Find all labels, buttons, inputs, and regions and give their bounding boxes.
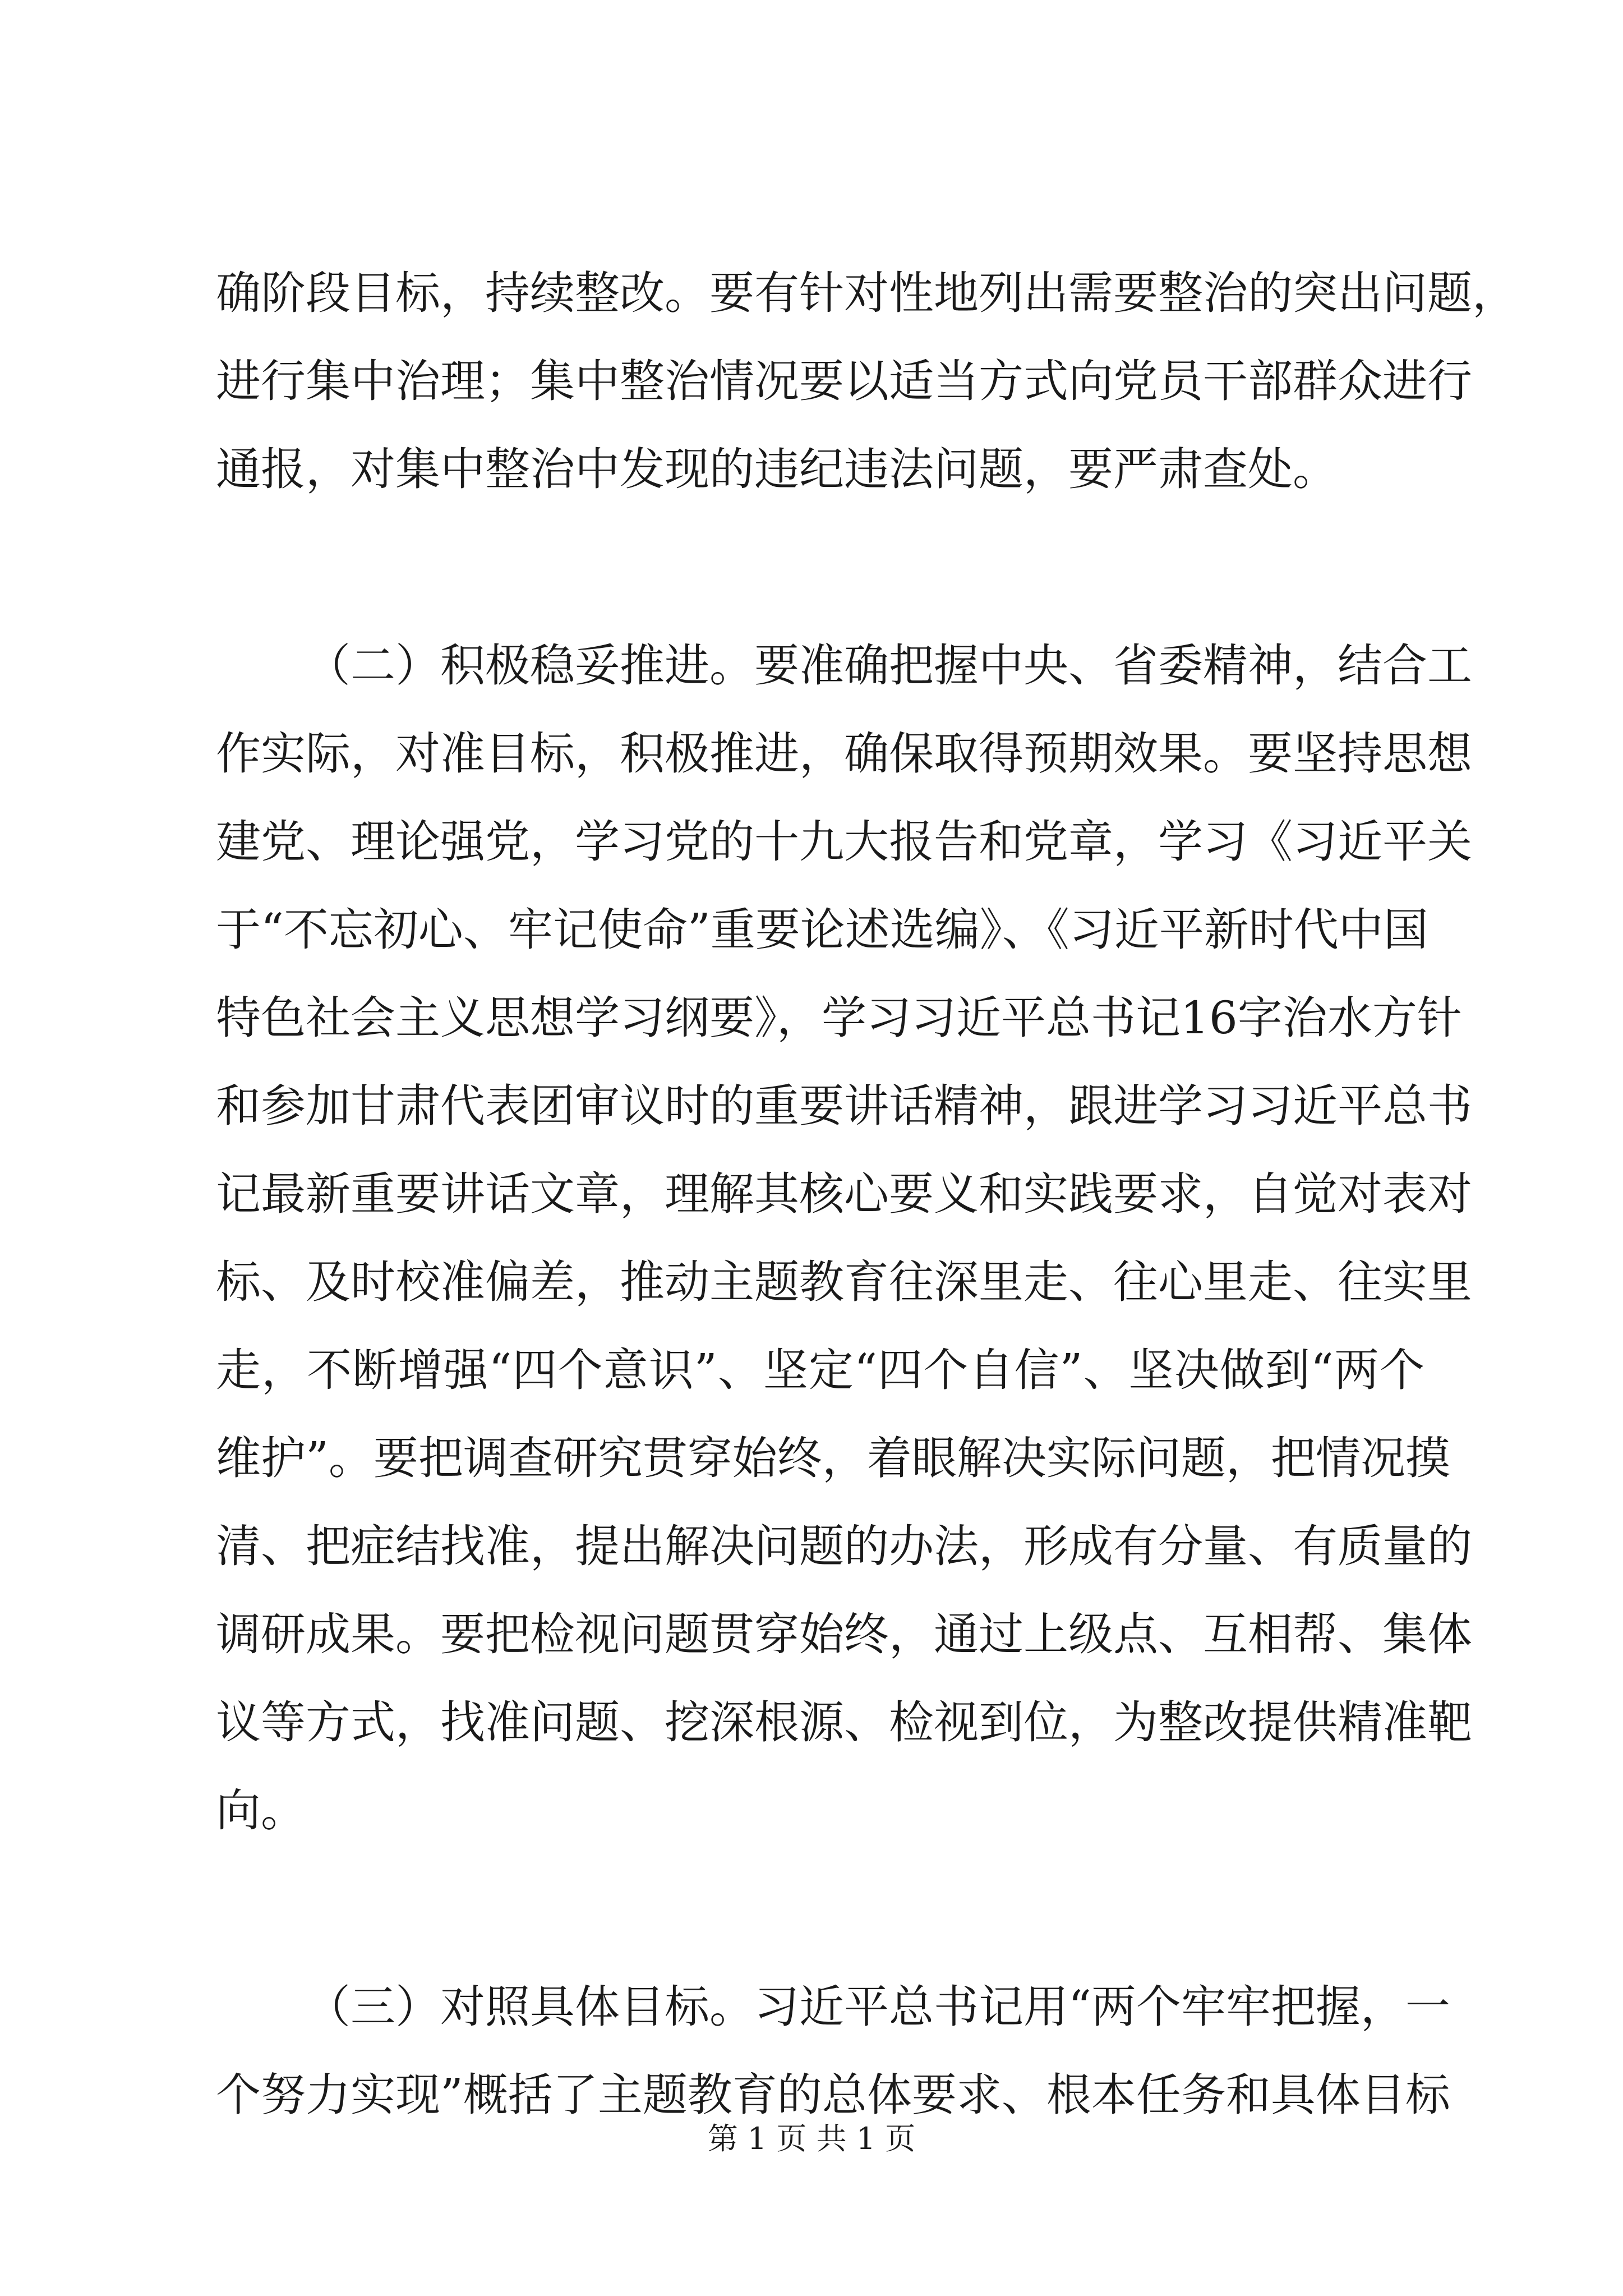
text-line: 向。 [216,1784,306,1837]
text-line: 确阶段目标，持续整改。要有针对性地列出需要整治的突出问题， [216,267,1517,319]
text-line: 调研成果。要把检视问题贯穿始终，通过上级点、互相帮、集体 [216,1608,1472,1660]
paragraph-first-line: （二）积极稳妥推进。要准确把握中央、省委精神，结合工 [306,639,1472,692]
text-line: 于“不忘初心、牢记使命”重要论述选编》、《习近平新时代中国 [216,904,1428,956]
text-line: 维护”。要把调查研究贯穿始终，着眼解决实际问题，把情况摸 [216,1432,1450,1484]
text-line: 标、及时校准偏差，推动主题教育往深里走、往心里走、往实里 [216,1256,1472,1308]
text-line: 特色社会主义思想学习纲要》，学习习近平总书记16字治水方针 [216,992,1462,1044]
text-line: 进行集中治理；集中整治情况要以适当方式向党员干部群众进行 [216,355,1472,407]
text-line: 和参加甘肃代表团审议时的重要讲话精神，跟进学习习近平总书 [216,1080,1472,1132]
text-line: 走，不断增强“四个意识”、坚定“四个自信”、坚决做到“两个 [216,1344,1424,1396]
text-line: 作实际，对准目标，积极推进，确保取得预期效果。要坚持思想 [216,728,1472,780]
page-footer: 第 1 页 共 1 页 [707,2121,916,2156]
text-line: 清、把症结找准，提出解决问题的办法，形成有分量、有质量的 [216,1520,1472,1572]
text-line: 记最新重要讲话文章，理解其核心要义和实践要求，自觉对表对 [216,1168,1472,1220]
text-line: 议等方式，找准问题、挖深根源、检视到位，为整改提供精准靶 [216,1696,1472,1749]
text-line: 建党、理论强党，学习党的十九大报告和党章，学习《习近平关 [216,816,1472,868]
text-line: 通报，对集中整治中发现的违纪违法问题，要严肃查处。 [216,443,1338,495]
paragraph-first-line: （三）对照具体目标。习近平总书记用“两个牢牢把握，一 [306,1981,1450,2033]
text-line: 个努力实现”概括了主题教育的总体要求、根本任务和具体目标 [216,2069,1450,2121]
